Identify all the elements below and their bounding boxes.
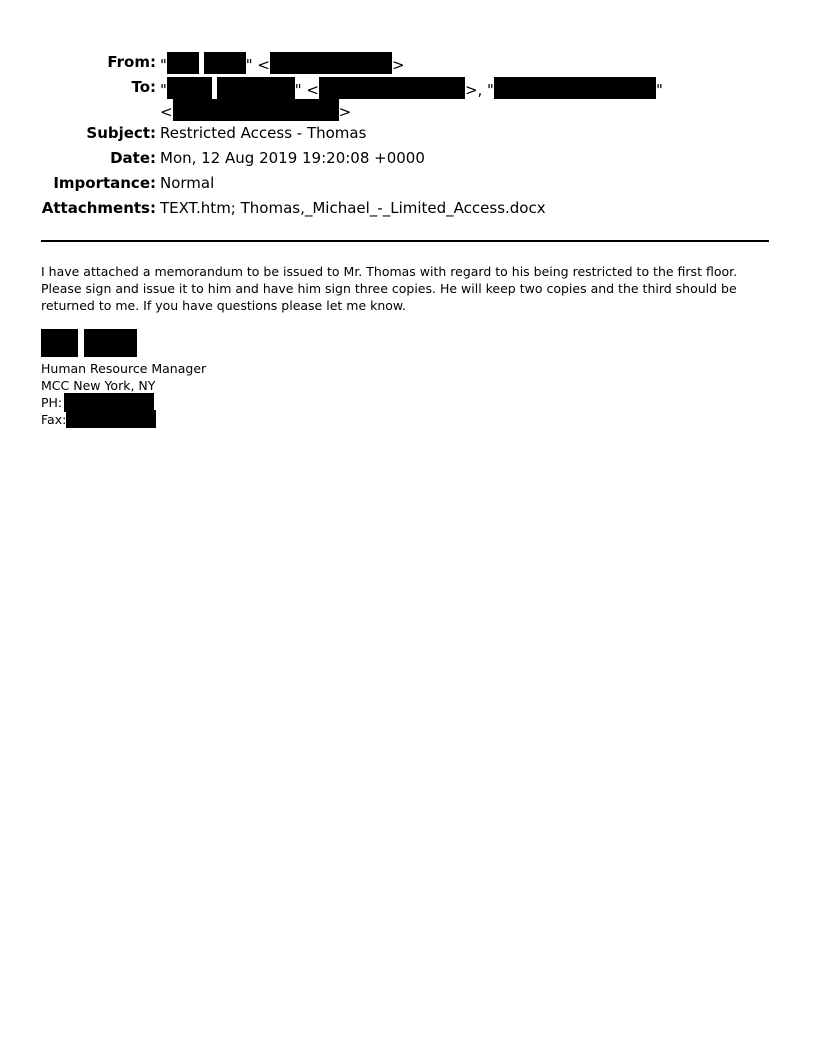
attachments-row: [0, 198, 816, 223]
importance-row: [0, 173, 816, 198]
redaction-block: [167, 52, 199, 74]
redaction-block: [66, 410, 156, 428]
date-value: Mon, 12 Aug 2019 19:20:08 +0000: [160, 149, 425, 167]
redaction-block: [41, 329, 78, 357]
importance-label: Importance:: [53, 174, 156, 192]
attachments-value[interactable]: TEXT.htm; Thomas,_Michael_-_Limited_Access.docx: [160, 199, 546, 217]
from-label: From:: [107, 53, 156, 71]
phone-label: PH:: [41, 395, 63, 410]
redaction-block: [167, 77, 212, 99]
subject-value: Restricted Access - Thomas: [160, 124, 367, 142]
redaction-block: [173, 99, 339, 121]
redaction-block: [217, 77, 295, 99]
header-divider: [41, 240, 769, 242]
subject-label: Subject:: [86, 124, 156, 142]
signature-phone: [41, 394, 62, 411]
redaction-block: [270, 52, 392, 74]
redaction-block: [84, 329, 137, 357]
from-value: " " < >: [160, 52, 405, 75]
date-row: [0, 148, 816, 173]
redaction-block: [494, 77, 656, 99]
to-label: To:: [131, 78, 156, 96]
signature-location: MCC New York, NY: [41, 378, 156, 393]
signature-fax: [41, 411, 66, 428]
to-value: " " < >, " ": [160, 77, 663, 100]
importance-value: Normal: [160, 174, 215, 192]
fax-label: Fax:: [41, 412, 67, 427]
message-body: I have attached a memorandum to be issued to Mr. Thomas with regard to his being restricted to the first floor. Please sign and issue it to him and have him sign three copies. He will keep two copies and the third should be returned to me. If you have questions please let me know.: [41, 264, 738, 313]
redaction-block: [204, 52, 246, 74]
from-row: [0, 52, 816, 77]
date-label: Date:: [110, 149, 156, 167]
signature-title: Human Resource Manager: [41, 361, 207, 376]
attachments-label: Attachments:: [41, 199, 156, 217]
to-row-continued: [0, 99, 816, 124]
to-value-continued: < >: [160, 99, 351, 122]
subject-row: [0, 123, 816, 148]
redaction-block: [319, 77, 465, 99]
